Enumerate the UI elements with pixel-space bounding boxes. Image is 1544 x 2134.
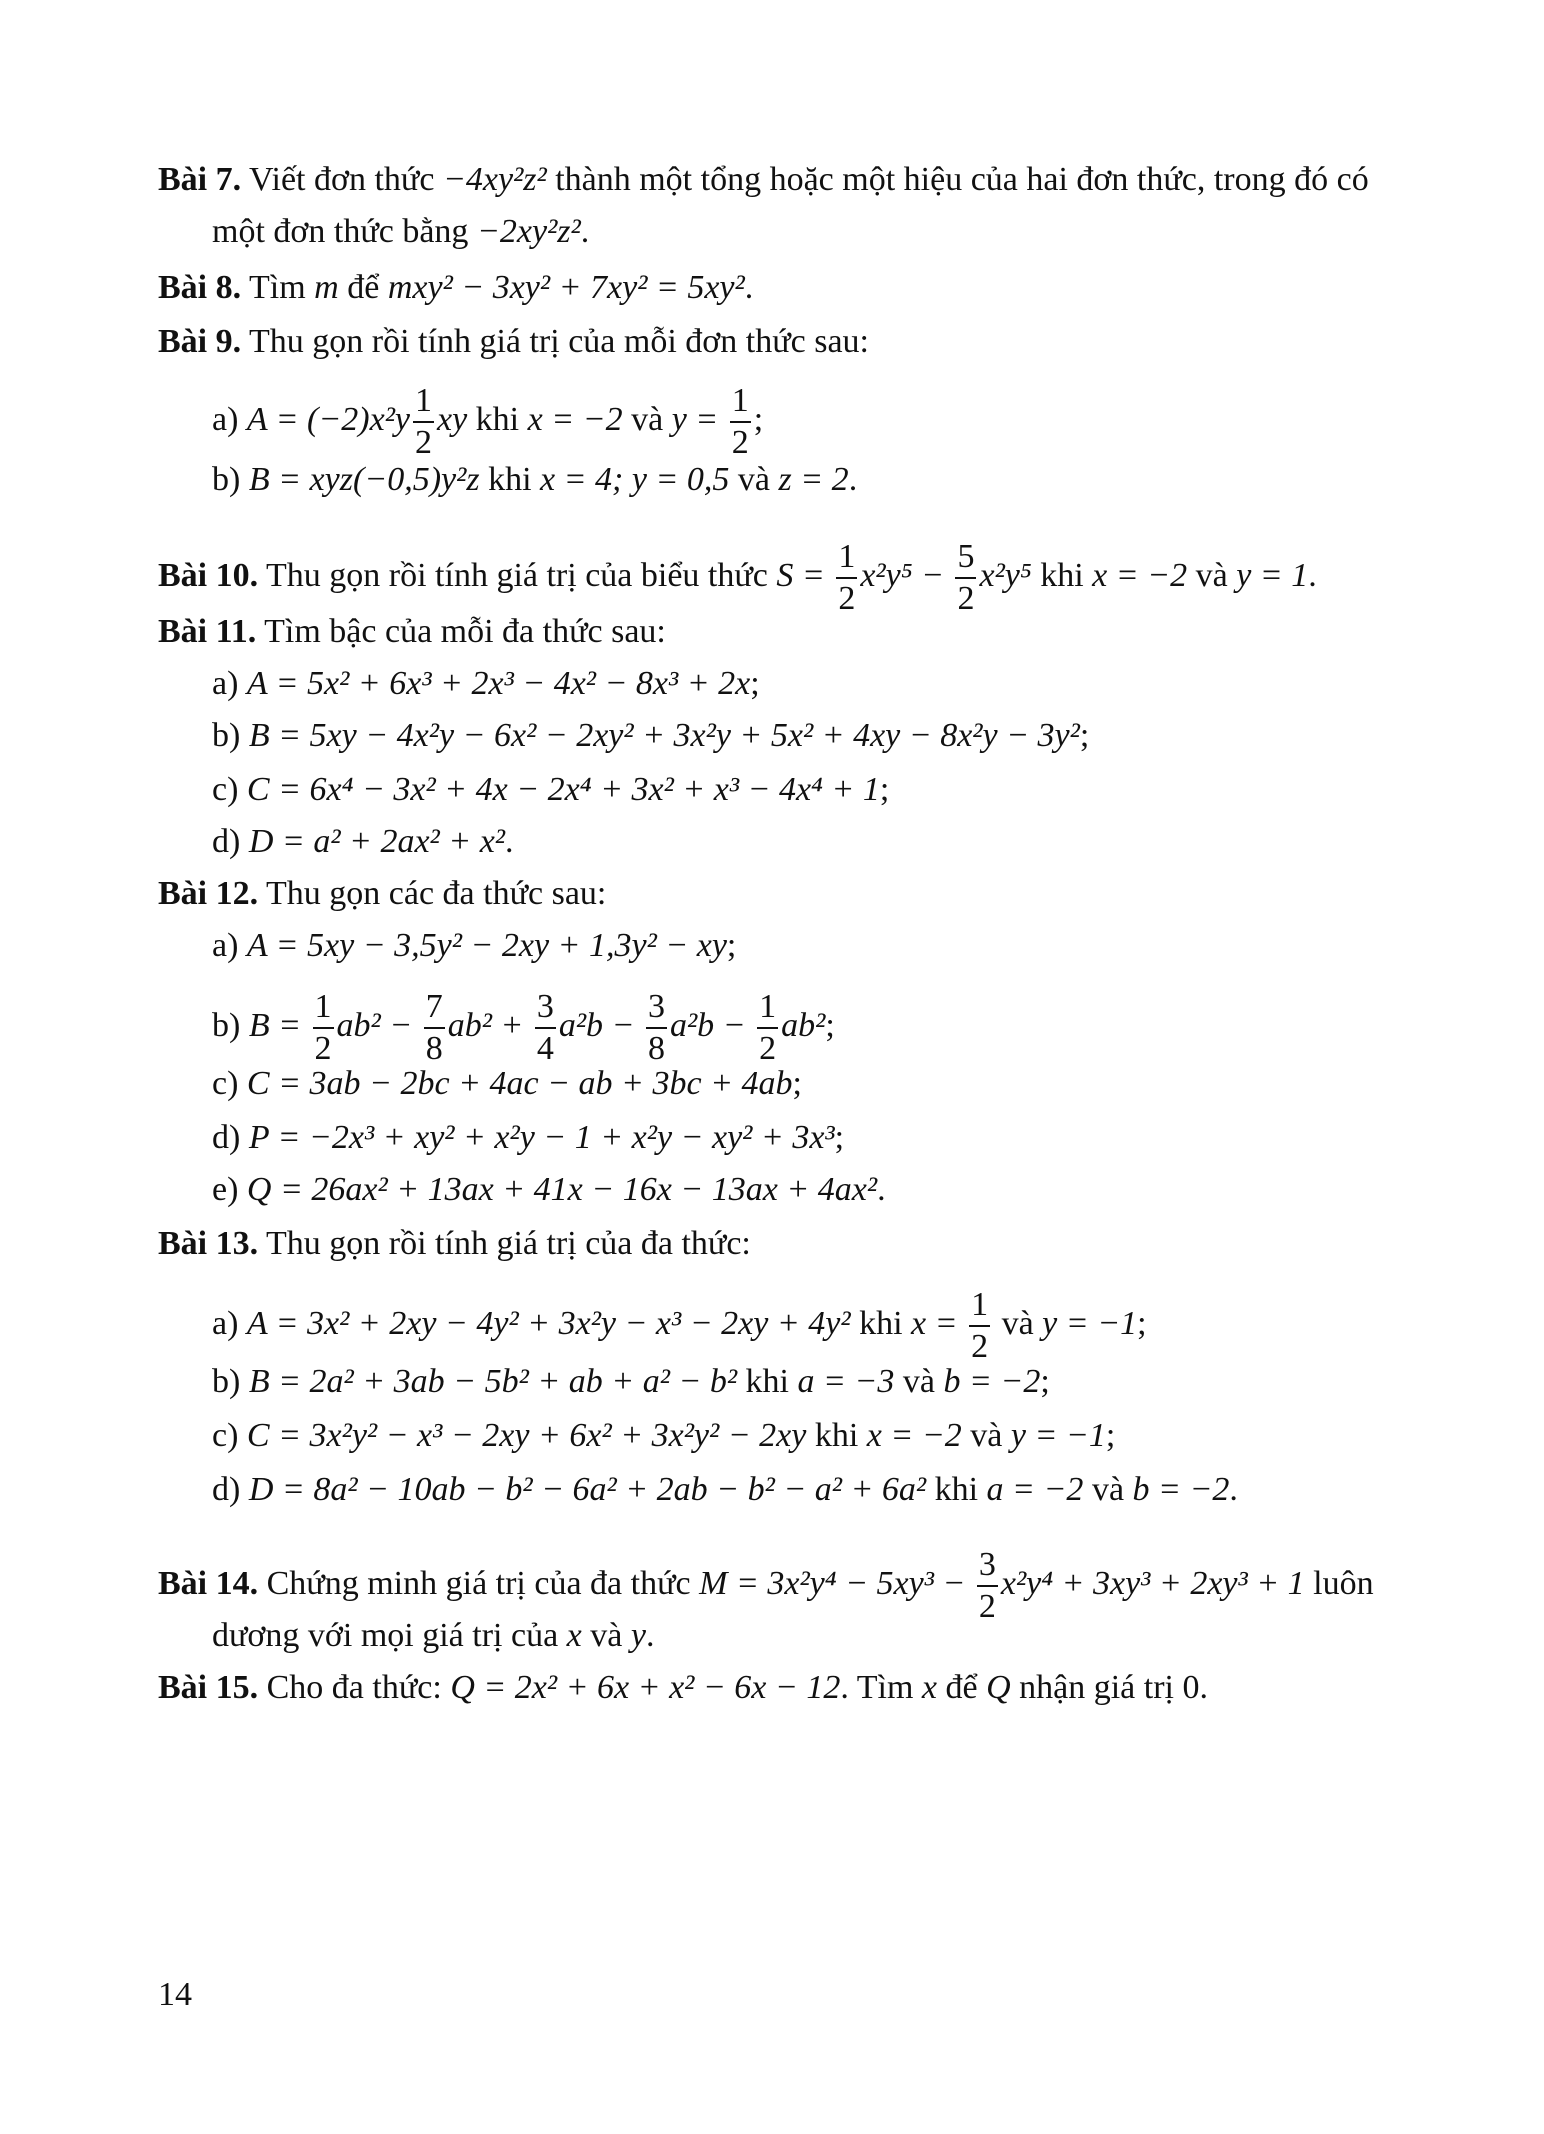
polynomial: D = a² + 2ax² + x²: [248, 823, 505, 860]
item-label: d): [212, 823, 249, 860]
bai12-item-c: [212, 1064, 802, 1104]
condition: x = −2: [527, 400, 623, 438]
variable: x: [566, 1617, 582, 1654]
item-label: a): [212, 665, 247, 702]
term: a²b −: [669, 1006, 755, 1044]
condition: x =: [911, 1304, 967, 1342]
bai15-text: để: [936, 1669, 987, 1706]
text: và: [894, 1363, 944, 1400]
fraction-numerator: 1: [969, 1288, 990, 1327]
bai12-item-a: [212, 926, 736, 966]
bai8-equation: mxy² − 3xy² + 7xy² = 5xy²: [387, 269, 745, 306]
text: khi: [1031, 556, 1093, 594]
end: .: [848, 461, 858, 498]
bai14-text: dương với mọi giá trị của: [212, 1617, 567, 1654]
bai9-title-line: [158, 322, 869, 362]
item-label: e): [212, 1171, 247, 1208]
bai14-text: Chứng minh giá trị của đa thức: [258, 1564, 700, 1602]
bai14-text: luôn: [1304, 1564, 1374, 1602]
expression: xy: [436, 400, 468, 438]
bai15-text: . Tìm: [840, 1669, 922, 1706]
polynomial: x²y⁴ + 3xy³ + 2xy³ + 1: [1000, 1564, 1305, 1602]
item-label: c): [212, 771, 247, 808]
bai7-monomial: −4xy²z²: [442, 161, 547, 198]
end: ;: [1040, 1363, 1050, 1400]
polynomial: A = 3x² + 2xy − 4y² + 3x²y − x³ − 2xy + 4y²: [246, 1304, 851, 1342]
polynomial: B = 2a² + 3ab − 5b² + ab + a² − b²: [248, 1363, 738, 1400]
item-label: b): [212, 1006, 249, 1044]
fraction-denominator: 2: [838, 580, 856, 617]
text: và: [1083, 1471, 1133, 1508]
bai12-item-b: [212, 990, 835, 1066]
variable: x: [921, 1669, 937, 1706]
bai7-number: Bài 7.: [158, 161, 242, 198]
text: và: [993, 1304, 1043, 1342]
bai13-item-c: [212, 1416, 1115, 1456]
expression: x²y⁵: [979, 556, 1032, 594]
condition: y = −1: [1042, 1304, 1138, 1342]
fraction: [535, 990, 556, 1066]
text: khi: [479, 461, 541, 498]
fraction-denominator: 2: [731, 424, 749, 461]
end: ;: [1105, 1417, 1116, 1454]
condition: x = −2: [1092, 556, 1188, 594]
condition: z = 2: [778, 461, 849, 498]
fraction-denominator: 2: [759, 1030, 777, 1067]
bai11-item-a: [212, 664, 760, 704]
text: và: [961, 1417, 1011, 1454]
bai12-number: Bài 12.: [158, 875, 259, 912]
fraction-numerator: 1: [730, 384, 751, 423]
polynomial: A = 5xy − 3,5y² − 2xy + 1,3y² − xy: [246, 927, 727, 964]
bai13-title-line: [158, 1224, 751, 1264]
bai9-number: Bài 9.: [158, 323, 242, 360]
text: và: [1187, 556, 1237, 594]
fraction-denominator: 8: [647, 1030, 665, 1067]
polynomial: D = 8a² − 10ab − b² − 6a² + 2ab − b² − a² + 6a²: [248, 1471, 927, 1508]
bai8-text: Tìm: [241, 269, 315, 306]
bai10-number: Bài 10.: [158, 556, 259, 594]
bai15-number: Bài 15.: [158, 1669, 259, 1706]
bai11-number: Bài 11.: [158, 613, 257, 650]
end: .: [645, 1617, 655, 1654]
expression: A = (−2)x²y: [246, 400, 410, 438]
fraction: [969, 1288, 990, 1364]
fraction-denominator: 8: [425, 1030, 443, 1067]
bai8-line: [158, 268, 753, 308]
fraction-denominator: 2: [978, 1588, 996, 1625]
fraction-numerator: 3: [646, 990, 667, 1029]
bai12-item-d: [212, 1118, 844, 1158]
bai13-item-d: [212, 1470, 1238, 1510]
bai15-text: Cho đa thức:: [258, 1669, 451, 1706]
bai10-line: [158, 540, 1317, 616]
bai14-line1: [158, 1548, 1374, 1624]
end: ;: [1137, 1304, 1147, 1342]
condition: x = −2: [866, 1417, 962, 1454]
condition: a = −2: [986, 1471, 1084, 1508]
bai7-text: một đơn thức bằng: [212, 213, 477, 250]
bai15-line: [158, 1668, 1208, 1708]
bai12-title: Thu gọn các đa thức sau:: [258, 875, 607, 912]
item-label: d): [212, 1471, 249, 1508]
page-number: 14: [158, 1976, 192, 2013]
text: và: [622, 400, 672, 438]
term: ab²: [781, 1006, 826, 1044]
variable: Q: [986, 1669, 1011, 1706]
expression: S =: [776, 556, 834, 594]
bai13-item-a: [212, 1288, 1147, 1364]
term: ab² −: [336, 1006, 421, 1044]
fraction: [757, 990, 778, 1066]
polynomial: B = 5xy − 4x²y − 6x² − 2xy² + 3x²y + 5x² + 4xy − 8x²y − 3y²: [248, 717, 1080, 754]
fraction: [646, 990, 667, 1066]
term: a²b −: [558, 1006, 643, 1044]
bai8-text: để: [338, 269, 388, 306]
bai8-variable: m: [314, 269, 339, 306]
bai7-text: Viết đơn thức: [241, 161, 443, 198]
end: .: [1229, 1471, 1238, 1508]
item-label: b): [212, 717, 249, 754]
text: và: [581, 1617, 631, 1654]
fraction-denominator: 2: [314, 1030, 332, 1067]
text: khi: [737, 1363, 798, 1400]
text: khi: [806, 1417, 867, 1454]
polynomial: Q = 2x² + 6x + x² − 6x − 12: [450, 1669, 841, 1706]
bai14-number: Bài 14.: [158, 1564, 259, 1602]
end: .: [504, 823, 514, 860]
bai9-title: Thu gọn rồi tính giá trị của mỗi đơn thức sau:: [241, 323, 869, 360]
text: khi: [926, 1471, 987, 1508]
bai9-item-a: [212, 384, 763, 460]
bai11-title-line: [158, 612, 666, 652]
end: ;: [753, 400, 764, 438]
fraction: [836, 540, 857, 616]
bai7-end: .: [580, 213, 590, 250]
end: .: [1308, 556, 1317, 594]
item-label: c): [212, 1065, 247, 1102]
fraction: [955, 540, 976, 616]
bai13-item-b: [212, 1362, 1050, 1402]
bai8-number: Bài 8.: [158, 269, 242, 306]
fraction-numerator: 1: [836, 540, 857, 579]
bai12-title-line: [158, 874, 606, 914]
condition: y = −1: [1010, 1417, 1106, 1454]
polynomial: C = 6x⁴ − 3x² + 4x − 2x⁴ + 3x² + x³ − 4x⁴ + 1: [246, 771, 880, 808]
end: ;: [825, 1006, 835, 1044]
fraction-denominator: 2: [957, 580, 975, 617]
condition: a = −3: [797, 1363, 895, 1400]
condition: y = 1: [1236, 556, 1309, 594]
text: khi: [850, 1304, 912, 1342]
polynomial: M = 3x²y⁴ − 5xy³ −: [699, 1564, 974, 1602]
bai7-line1: [158, 160, 1369, 200]
polynomial: P = −2x³ + xy² + x²y − 1 + x²y − xy² + 3x³: [248, 1119, 835, 1156]
bai11-item-d: [212, 822, 513, 862]
condition: b = −2: [943, 1363, 1041, 1400]
bai11-item-c: [212, 770, 889, 810]
polynomial: C = 3x²y² − x³ − 2xy + 6x² + 3x²y² − 2xy: [246, 1417, 807, 1454]
fraction-numerator: 1: [413, 384, 434, 423]
end: ;: [1079, 717, 1090, 754]
bai7-monomial-2: −2xy²z²: [476, 213, 581, 250]
bai8-end: .: [744, 269, 754, 306]
item-label: b): [212, 461, 249, 498]
item-label: c): [212, 1417, 247, 1454]
fraction-numerator: 5: [955, 540, 976, 579]
fraction: [413, 384, 434, 460]
bai12-item-e: [212, 1170, 886, 1210]
bai13-title: Thu gọn rồi tính giá trị của đa thức:: [258, 1225, 751, 1262]
fraction-numerator: 7: [424, 990, 445, 1029]
fraction: [730, 384, 751, 460]
text: và: [729, 461, 779, 498]
expression: B = xyz(−0,5)y²z: [248, 461, 480, 498]
bai9-item-b: [212, 460, 857, 500]
end: ;: [750, 665, 760, 702]
end: .: [877, 1171, 886, 1208]
polynomial: C = 3ab − 2bc + 4ac − ab + 3bc + 4ab: [246, 1065, 793, 1102]
condition: x = 4; y = 0,5: [540, 461, 730, 498]
variable: y: [630, 1617, 646, 1654]
item-label: a): [212, 927, 247, 964]
condition: y =: [671, 400, 727, 438]
polynomial: A = 5x² + 6x³ + 2x³ − 4x² − 8x³ + 2x: [246, 665, 751, 702]
fraction-numerator: 1: [757, 990, 778, 1029]
expression: B =: [248, 1006, 310, 1044]
fraction: [977, 1548, 998, 1624]
item-label: d): [212, 1119, 249, 1156]
fraction-denominator: 4: [536, 1030, 554, 1067]
expression: x²y⁵ −: [860, 556, 953, 594]
bai15-text: nhận giá trị 0.: [1010, 1669, 1208, 1706]
bai7-line2: [212, 212, 589, 252]
bai7-text: thành một tổng hoặc một hiệu của hai đơn thức, trong đó có: [546, 161, 1369, 198]
condition: b = −2: [1132, 1471, 1230, 1508]
bai10-text: Thu gọn rồi tính giá trị của biểu thức: [258, 556, 777, 594]
text: khi: [467, 400, 528, 438]
bai11-title: Tìm bậc của mỗi đa thức sau:: [256, 613, 666, 650]
item-label: a): [212, 1304, 247, 1342]
fraction-denominator: 2: [971, 1328, 989, 1365]
end: ;: [834, 1119, 845, 1156]
fraction: [313, 990, 334, 1066]
end: ;: [792, 1065, 802, 1102]
end: ;: [726, 927, 737, 964]
fraction-numerator: 1: [313, 990, 334, 1029]
polynomial: Q = 26ax² + 13ax + 41x − 16x − 13ax + 4ax²: [246, 1171, 878, 1208]
fraction-numerator: 3: [535, 990, 556, 1029]
bai11-item-b: [212, 716, 1089, 756]
fraction-denominator: 2: [414, 424, 432, 461]
item-label: b): [212, 1363, 249, 1400]
term: ab² +: [447, 1006, 532, 1044]
fraction: [424, 990, 445, 1066]
fraction-numerator: 3: [977, 1548, 998, 1587]
end: ;: [879, 771, 890, 808]
item-label: a): [212, 400, 247, 438]
bai14-line2: [212, 1616, 654, 1656]
bai13-number: Bài 13.: [158, 1225, 259, 1262]
